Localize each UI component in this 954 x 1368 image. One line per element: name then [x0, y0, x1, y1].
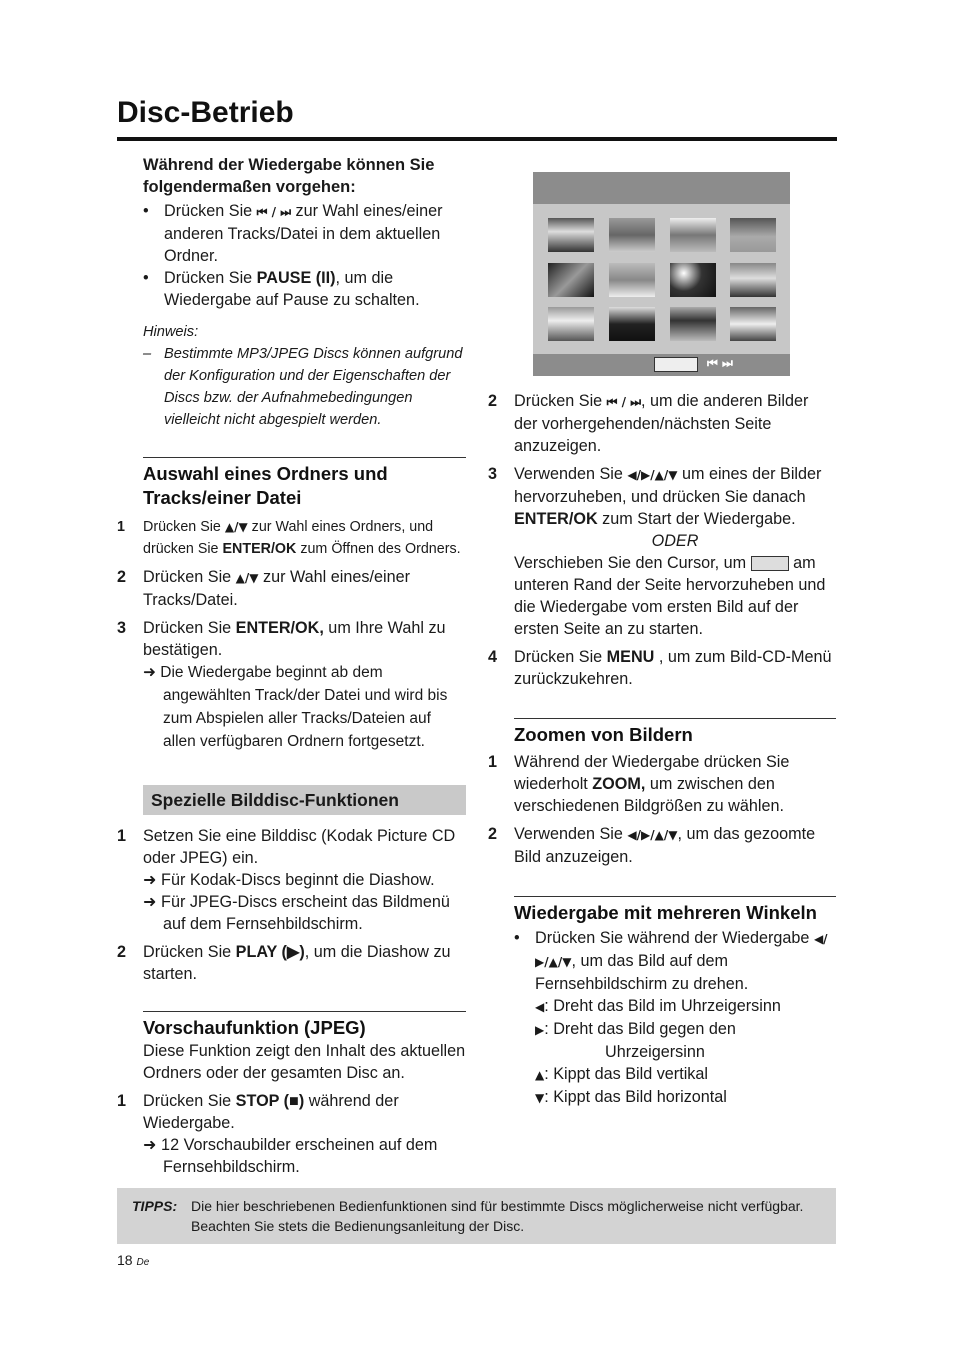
page-title: Disc-Betrieb	[117, 96, 294, 129]
intro-heading: Während der Wiedergabe können Sie folgendermaßen vorgehen:	[143, 156, 435, 196]
tips-text: Die hier beschriebenen Bedienfunktionen sind für bestimmte Discs möglicherweise nicht verfügbar. Beachten Sie stets die Bedienungsanleitung der Disc.	[191, 1198, 804, 1234]
section-zoom	[488, 718, 836, 868]
intro-bullet: • Drücken Sie ⏮ / ⏭ zur Wahl eines/einer anderen Tracks/Datei in dem aktuellen Ordner.	[143, 200, 466, 267]
section-picture-disc	[117, 825, 466, 985]
preview-screen	[533, 172, 790, 376]
prev-next-icon: ⏮ / ⏭	[256, 205, 292, 219]
step: 1 Drücken Sie STOP (■) während der Wiedergabe. ➜ 12 Vorschaubilder erscheinen auf dem Fernsehbildschirm.	[117, 1092, 438, 1176]
intro-bullet: • Drücken Sie PAUSE (II), um die Wiedergabe auf Pause zu schalten.	[143, 267, 466, 311]
note: Hinweis: – Bestimmte MP3/JPEG Discs können aufgrund der Konfiguration und der Eigenschaften der Discs bzw. der Aufnahmebedingungen vielleicht nicht abgespielt werden.	[143, 321, 466, 431]
page-language: De	[136, 1257, 150, 1268]
angle-bullet: • Drücken Sie während der Wiedergabe ◀/▶/▲/▼, um das Bild auf dem Fernsehbildschirm zu drehen. ◀: Dreht das Bild im Uhrzeigersinn ▶: Dreht das Bild gegen den Uhrzeigersinn ▲: Kippt das Bild vertikal ▼: Kippt das Bild horizontal	[514, 927, 836, 1109]
tips-box	[117, 1188, 836, 1244]
thumbnail	[609, 218, 655, 252]
note-text: Bestimmte MP3/JPEG Discs können aufgrund der Konfiguration und der Eigenschaften der Discs bzw. der Aufnahmebedingungen vielleicht nicht abgespielt werden.	[164, 346, 463, 428]
thumbnail	[730, 307, 776, 341]
step: 2 Verwenden Sie ◀/▶/▲/▼, um das gezoomte Bild anzuzeigen.	[488, 825, 816, 866]
step: 2 Drücken Sie ▲/▼ zur Wahl eines/einer Tracks/Datei.	[117, 568, 410, 609]
page-footer	[117, 1252, 149, 1268]
thumbnail	[548, 218, 594, 252]
title-rule	[117, 137, 837, 141]
page-number: 18	[117, 1252, 133, 1268]
section-heading: Wiedergabe mit mehreren Winkeln	[514, 902, 817, 923]
step: 1 Drücken Sie ▲/▼ zur Wahl eines Ordners, und drücken Sie ENTER/OK zum Öffnen des Ordners.	[117, 519, 461, 557]
section-heading: Vorschaufunktion (JPEG)	[143, 1017, 366, 1038]
section-heading: Zoomen von Bildern	[514, 724, 693, 745]
section-heading-gray: Spezielle Bilddisc-Funktionen	[143, 785, 466, 815]
step: 2 Drücken Sie PLAY (▶), um die Diashow zu starten.	[117, 943, 451, 983]
section-preview	[117, 1011, 466, 1178]
note-label: Hinweis:	[143, 324, 199, 340]
thumbnail	[730, 218, 776, 252]
section-heading: Auswahl eines Ordners und Tracks/einer Datei	[143, 463, 388, 508]
thumbnail	[670, 307, 716, 341]
step: 3 Verwenden Sie ◀/▶/▲/▼ um eines der Bilder hervorzuheben, und drücken Sie danach ENTER/OK zum Start der Wiedergabe. ODER Verschieben Sie den Cursor, um am unteren Rand der Seite hervorzuheben und die Wiedergabe vom ersten Bild auf der ersten Seite an zu starten.	[488, 463, 836, 640]
section-folder-select	[117, 457, 466, 753]
oder-label: ODER	[651, 532, 699, 550]
thumbnail	[670, 218, 716, 252]
thumbnail	[609, 307, 655, 341]
prev-next-controls[interactable]: ⏮ ⏭	[707, 356, 733, 370]
screen-footer-bar	[533, 354, 790, 376]
right-column	[488, 390, 836, 1109]
thumbnail	[730, 263, 776, 297]
thumbnail	[609, 263, 655, 297]
step: 4 Drücken Sie MENU , um zum Bild-CD-Menü zurückzukehren.	[488, 648, 832, 688]
thumbnail	[670, 263, 716, 297]
left-column	[117, 154, 466, 1178]
step: 2 Drücken Sie ⏮ / ⏭, um die anderen Bilder der vorhergehenden/nächsten Seite anzuzeigen.	[488, 392, 809, 455]
section-intro: Diese Funktion zeigt den Inhalt des aktuellen Ordners oder der gesamten Disc an.	[143, 1042, 466, 1082]
thumbnail	[548, 263, 594, 297]
step: 3 Drücken Sie ENTER/OK, um Ihre Wahl zu bestätigen. ➜ Die Wiedergabe beginnt ab dem angewählten Track/der Datei und wird bis zum Abspielen aller Tracks/Dateien auf allen verfügbaren Ordnern fortgesetzt.	[117, 619, 448, 750]
filmstrip-icon	[751, 556, 789, 571]
filmstrip-icon[interactable]	[654, 357, 698, 372]
screen-header-bar	[533, 172, 790, 204]
step: 1 Während der Wiedergabe drücken Sie wiederholt ZOOM, um zwischen den verschiedenen Bildgrößen zu wählen.	[488, 753, 790, 815]
section-angles	[514, 896, 836, 1109]
tips-label: TIPPS:	[132, 1198, 178, 1214]
step: 1 Setzen Sie eine Bilddisc (Kodak Picture CD oder JPEG) ein. ➜ Für Kodak-Discs beginnt die Diashow. ➜ Für JPEG-Discs erscheint das Bildmenü auf dem Fernsehbildschirm.	[117, 827, 456, 933]
thumbnail	[548, 307, 594, 341]
